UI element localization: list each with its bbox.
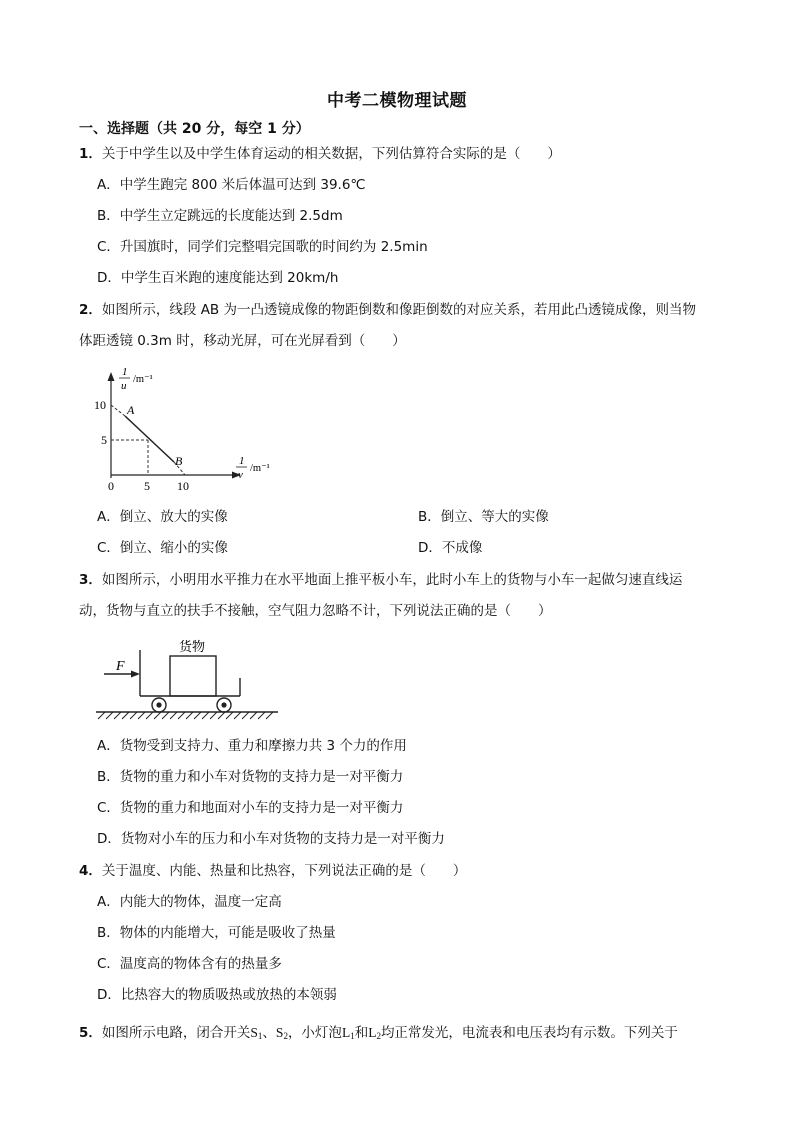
point-a-label: A xyxy=(127,403,135,417)
question-number: 3． xyxy=(79,572,102,588)
point-b-label: B xyxy=(175,454,183,468)
force-arrow-icon xyxy=(131,671,140,678)
question-text: 如图所示，线段 AB 为一凸透镜成像的物距倒数和像距倒数的对应关系，若用此凸透镜成像，则当物 xyxy=(101,302,696,318)
x-axis-label-den: v xyxy=(238,469,243,481)
extension-line-top xyxy=(111,405,125,416)
y-tick-label: 5 xyxy=(101,433,107,447)
question-text-part: 如图所示电路，闭合开关 xyxy=(101,1025,251,1041)
question-4-option-d: D．比热容大的物质吸热或放热的本领弱 xyxy=(97,987,337,1003)
question-3-option-a: A．货物受到支持力、重力和摩擦力共 3 个力的作用 xyxy=(97,738,407,754)
question-2-option-c: C．倒立、缩小的实像 xyxy=(97,540,228,556)
question-2-option-b: B．倒立、等大的实像 xyxy=(418,509,549,525)
question-4-stem xyxy=(79,861,466,881)
question-2-stem xyxy=(79,300,696,320)
lamp-l1-symbol: L xyxy=(341,1025,351,1040)
question-number: 1． xyxy=(79,146,102,162)
x-axis-label-num: 1 xyxy=(239,455,245,467)
question-1-option-d: D．中学生百米跑的速度能达到 20km/h xyxy=(97,270,339,286)
wheel-hub-icon xyxy=(156,702,161,707)
question-4-option-b: B．物体的内能增大，可能是吸收了热量 xyxy=(97,925,336,941)
question-2-stem-cont: 体距透镜 0.3m 时，移动光屏，可在光屏看到（ ） xyxy=(79,333,406,349)
question-1-option-a: A．中学生跑完 800 米后体温可达到 39.6℃ xyxy=(97,177,366,193)
question-number: 2． xyxy=(79,302,102,318)
y-axis-arrow-icon xyxy=(108,372,115,381)
switch-s2-subscript: 2 xyxy=(283,1031,288,1041)
question-number: 4． xyxy=(79,863,102,879)
y-axis-label-den: u xyxy=(121,380,127,392)
cargo-box xyxy=(170,656,216,696)
question-number: 5． xyxy=(79,1025,102,1041)
question-1-stem xyxy=(79,144,561,164)
y-tick-label: 10 xyxy=(94,398,106,412)
lens-graph-figure xyxy=(94,362,290,494)
question-text: 如图所示，小明用水平推力在水平地面上推平板小车，此时小车上的货物与小车一起做匀速直线运 xyxy=(101,572,683,588)
question-5-stem xyxy=(79,1023,678,1046)
question-text-part: 均正常发光，电流表和电压表均有示数。下列关于 xyxy=(380,1025,678,1041)
separator: 、 xyxy=(262,1025,276,1041)
page-title: 中考二模物理试题 xyxy=(327,91,467,111)
section-heading: 一、选择题（共 20 分，每空 1 分） xyxy=(79,121,310,137)
segment-ab xyxy=(125,416,174,462)
question-4-option-a: A．内能大的物体，温度一定高 xyxy=(97,894,282,910)
x-tick-label: 10 xyxy=(177,479,189,493)
y-axis-label-num: 1 xyxy=(122,366,128,378)
question-1-option-c: C．升国旗时，同学们完整唱完国歌的时间约为 2.5min xyxy=(97,239,428,255)
x-tick-label: 0 xyxy=(108,479,114,493)
conjunction: 和 xyxy=(354,1025,369,1041)
lamp-l2-subscript: 2 xyxy=(376,1031,381,1041)
cargo-label: 货物 xyxy=(179,640,206,655)
cart-figure xyxy=(94,634,284,720)
x-tick-label: 5 xyxy=(144,479,150,493)
force-label: F xyxy=(116,659,125,674)
question-2-option-d: D．不成像 xyxy=(418,540,483,556)
y-axis-unit: /m⁻¹ xyxy=(133,374,153,385)
wheel-hub-icon xyxy=(221,702,226,707)
ground-hatching xyxy=(98,712,273,719)
question-1-option-b: B．中学生立定跳远的长度能达到 2.5dm xyxy=(97,208,343,224)
question-text: 关于温度、内能、热量和比热容，下列说法正确的是（ ） xyxy=(101,863,467,879)
question-3-stem-cont: 动，货物与直立的扶手不接触，空气阻力忽略不计，下列说法正确的是（ ） xyxy=(79,603,552,619)
question-3-stem xyxy=(79,570,682,590)
question-4-option-c: C．温度高的物体含有的热量多 xyxy=(97,956,282,972)
question-text-part: ，小灯泡 xyxy=(287,1025,342,1041)
question-3-option-c: C．货物的重力和地面对小车的支持力是一对平衡力 xyxy=(97,800,404,816)
switch-s1-symbol: S xyxy=(250,1025,258,1040)
switch-s1-subscript: 1 xyxy=(257,1031,263,1041)
x-axis-unit: /m⁻¹ xyxy=(250,463,270,474)
question-3-option-b: B．货物的重力和小车对货物的支持力是一对平衡力 xyxy=(97,769,404,785)
question-2-option-a: A．倒立、放大的实像 xyxy=(97,509,228,525)
lamp-l2-symbol: L xyxy=(368,1025,377,1040)
switch-s2-symbol: S xyxy=(275,1025,284,1040)
lamp-l1-subscript: 1 xyxy=(350,1031,355,1041)
question-3-option-d: D．货物对小车的压力和小车对货物的支持力是一对平衡力 xyxy=(97,831,445,847)
question-text: 关于中学生以及中学生体育运动的相关数据，下列估算符合实际的是（ ） xyxy=(101,146,561,162)
